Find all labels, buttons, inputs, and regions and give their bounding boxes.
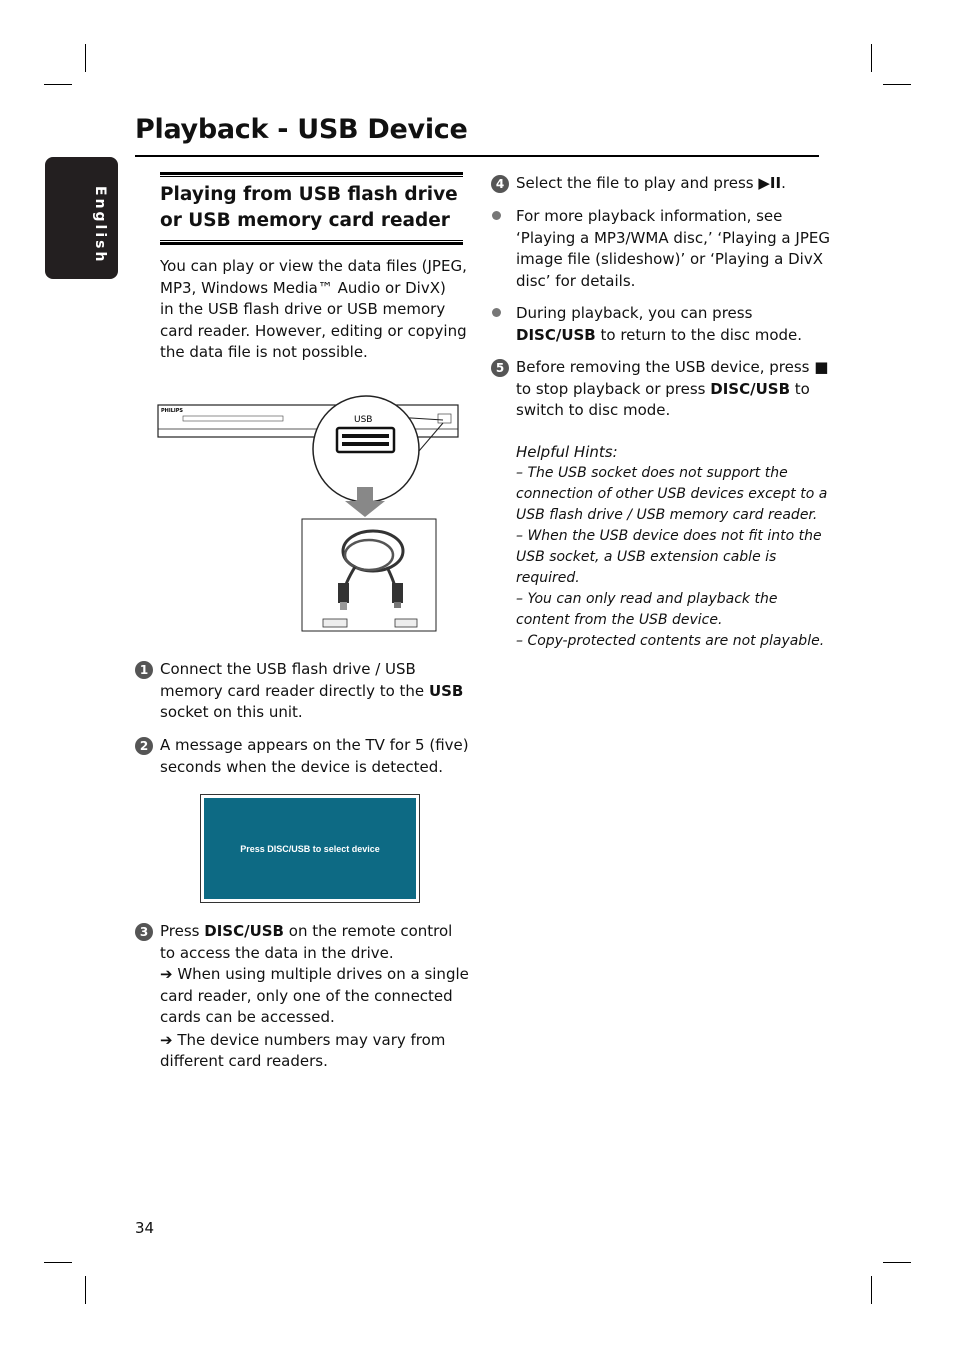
intro-line: the data file is not possible. bbox=[160, 343, 368, 361]
intro-line: MP3, Windows Media™ Audio or DivX) bbox=[160, 278, 446, 297]
step-3-note-text: The device numbers may vary from bbox=[172, 1030, 446, 1049]
tv-screen-frame bbox=[200, 794, 420, 903]
section-title-line2: or USB memory card reader bbox=[160, 210, 450, 231]
page-number: 34 bbox=[135, 1219, 155, 1237]
step-3-line: to access the data in the drive. bbox=[160, 943, 394, 962]
bullet-dot bbox=[492, 308, 501, 317]
hint-line: – When the USB device does not fit into the bbox=[516, 528, 822, 544]
step-2-line: seconds when the device is detected. bbox=[160, 757, 444, 776]
section-title bbox=[160, 182, 458, 234]
hint-line: required. bbox=[516, 570, 580, 586]
step-5-line bbox=[516, 379, 828, 401]
step-4-text-part: Select the file to play and press bbox=[516, 174, 759, 192]
crop-mark bbox=[44, 84, 72, 85]
step-5-line bbox=[516, 357, 828, 379]
usb-keyword: USB bbox=[428, 681, 464, 700]
title-rule bbox=[135, 155, 819, 157]
player-brand-label: PHILIPS bbox=[161, 408, 184, 414]
step-2-text bbox=[160, 735, 469, 778]
step-3-note-line: cards can be accessed. bbox=[160, 1008, 335, 1026]
arrow-right-icon: ➔ bbox=[160, 965, 173, 983]
step-1-text bbox=[160, 659, 463, 724]
crop-mark bbox=[871, 1276, 872, 1304]
play-pause-icon: ▶II bbox=[758, 174, 782, 192]
hint-line: connection of other USB devices except to a bbox=[516, 486, 828, 502]
language-tab-label: English bbox=[92, 186, 108, 265]
step-3-note-text: When using multiple drives on a single bbox=[172, 965, 469, 983]
step-5-text bbox=[516, 357, 828, 422]
usb-connection-illustration bbox=[155, 383, 465, 635]
step-1-line: socket on this unit. bbox=[160, 703, 303, 721]
step-number-2: 2 bbox=[135, 737, 153, 755]
step-1-line: Connect the USB flash drive / USB bbox=[160, 660, 416, 678]
disc-usb-keyword: DISC/USB bbox=[710, 379, 791, 398]
step-number-1: 1 bbox=[135, 661, 153, 679]
hints-title: Helpful Hints: bbox=[516, 443, 618, 461]
bullet-1-text bbox=[516, 206, 830, 292]
tv-message: Press DISC/USB to select device bbox=[240, 843, 380, 854]
bullet-1-line: image file (slideshow)’ or ‘Playing a DivX bbox=[516, 250, 823, 268]
bullet-2-line bbox=[516, 325, 802, 347]
step-5-text-part: to stop playback or press bbox=[516, 379, 711, 398]
hint-line: – The USB socket does not support the bbox=[516, 465, 788, 481]
step-5-text-part: to bbox=[790, 379, 810, 398]
bullet-2-text bbox=[516, 303, 802, 346]
step-4-text-part: . bbox=[781, 174, 786, 192]
crop-mark bbox=[85, 1276, 86, 1304]
usb-socket bbox=[337, 428, 394, 452]
step-1-line bbox=[160, 681, 463, 703]
disc-usb-keyword: DISC/USB bbox=[204, 922, 284, 940]
step-4-text bbox=[516, 173, 786, 195]
step-5-line: switch to disc mode. bbox=[516, 401, 671, 419]
bullet-2-text-part: to return to the disc mode. bbox=[595, 325, 803, 344]
intro-paragraph bbox=[160, 256, 467, 364]
bullet-1-line: For more playback information, see bbox=[516, 207, 783, 225]
page-title: Playback - USB Device bbox=[135, 114, 468, 145]
usb-cable-image bbox=[302, 519, 436, 631]
hint-line: content from the USB device. bbox=[516, 612, 723, 628]
step-3-note-line: card reader, only one of the connected bbox=[160, 986, 453, 1005]
step-number-5: 5 bbox=[491, 359, 509, 377]
hint-line: – Copy-protected contents are not playable. bbox=[516, 633, 825, 649]
step-5-text-part: Before removing the USB device, press bbox=[516, 358, 815, 376]
step-3-note bbox=[160, 964, 469, 986]
crop-mark bbox=[883, 1262, 911, 1263]
crop-mark bbox=[85, 44, 86, 72]
step-3-text bbox=[160, 921, 469, 1073]
disc-usb-keyword: DISC/USB bbox=[516, 325, 596, 344]
helpful-hints bbox=[516, 442, 827, 652]
bullet-dot bbox=[492, 211, 501, 220]
intro-line: You can play or view the data files (JPEG, bbox=[160, 257, 467, 275]
crop-mark bbox=[44, 1262, 72, 1263]
crop-mark bbox=[883, 84, 911, 85]
step-2-line: A message appears on the TV for 5 (five) bbox=[160, 736, 469, 754]
step-3-note bbox=[160, 1030, 469, 1052]
tv-screen bbox=[204, 798, 416, 899]
usb-port-label: USB bbox=[354, 415, 373, 425]
step-3-line bbox=[160, 921, 469, 943]
bullet-1-line: ‘Playing a MP3/WMA disc,’ ‘Playing a JPEG bbox=[516, 228, 830, 247]
hint-line: – You can only read and playback the bbox=[516, 591, 778, 607]
section-rule-top bbox=[160, 172, 463, 177]
step-1-text-part: memory card reader directly to the bbox=[160, 681, 429, 700]
step-number-3: 3 bbox=[135, 923, 153, 941]
step-3-text-part: on the remote control bbox=[284, 922, 453, 940]
intro-line: card reader. However, editing or copying bbox=[160, 321, 467, 340]
hint-line: USB flash drive / USB memory card reader. bbox=[516, 507, 818, 523]
bullet-1-line: disc’ for details. bbox=[516, 271, 636, 290]
section-title-line1: Playing from USB flash drive bbox=[160, 184, 458, 205]
hint-line: USB socket, a USB extension cable is bbox=[516, 549, 777, 565]
crop-mark bbox=[871, 44, 872, 72]
intro-line: in the USB flash drive or USB memory bbox=[160, 300, 446, 318]
bullet-2-line: During playback, you can press bbox=[516, 304, 753, 322]
step-3-text-part: Press bbox=[160, 922, 205, 940]
section-rule-bottom bbox=[160, 240, 463, 245]
step-3-note-line: different card readers. bbox=[160, 1052, 328, 1070]
arrow-right-icon: ➔ bbox=[160, 1030, 173, 1049]
step-number-4: 4 bbox=[491, 175, 509, 193]
stop-icon: ■ bbox=[814, 358, 829, 376]
